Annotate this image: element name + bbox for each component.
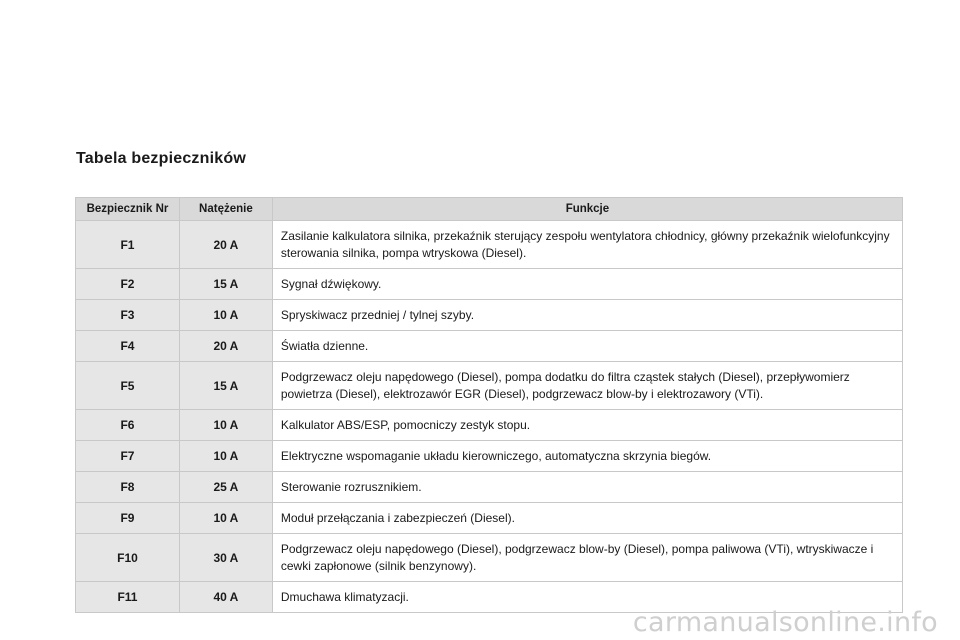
fuse-function: Zasilanie kalkulatora silnika, przekaźnik sterujący zespołu wentylatora chłodnicy, główny przekaźnik wielofunkcyjny sterowania silnika, pompa wtryskowa (Diesel). [272,221,902,269]
fuse-number: F7 [76,441,180,472]
fuse-current: 10 A [179,410,272,441]
table-row [76,410,903,441]
header-functions: Funkcje [272,198,902,221]
fuse-current: 40 A [179,582,272,613]
fuse-function: Sygnał dźwiękowy. [272,269,902,300]
table-row [76,441,903,472]
fuse-function: Kalkulator ABS/ESP, pomocniczy zestyk stopu. [272,410,902,441]
fuse-function: Dmuchawa klimatyzacji. [272,582,902,613]
table-header-row [76,198,903,221]
table-row [76,503,903,534]
table-row [76,300,903,331]
fuse-number: F2 [76,269,180,300]
fuse-current: 25 A [179,472,272,503]
fuse-function: Moduł przełączania i zabezpieczeń (Diesel). [272,503,902,534]
fuse-number: F9 [76,503,180,534]
table-row [76,269,903,300]
table-row [76,331,903,362]
fuse-number: F5 [76,362,180,410]
fuse-number: F4 [76,331,180,362]
fuse-number: F8 [76,472,180,503]
fuse-table [75,197,903,613]
fuse-current: 10 A [179,503,272,534]
fuse-number: F6 [76,410,180,441]
fuse-function: Elektryczne wspomaganie układu kierowniczego, automatyczna skrzynia biegów. [272,441,902,472]
fuse-current: 15 A [179,362,272,410]
fuse-function: Podgrzewacz oleju napędowego (Diesel), podgrzewacz blow-by (Diesel), pompa paliwowa (VTi), wtryskiwacze i cewki zapłonowe (silnik benzynowy). [272,534,902,582]
table-row [76,534,903,582]
fuse-number: F10 [76,534,180,582]
table-row [76,221,903,269]
fuse-current: 20 A [179,221,272,269]
fuse-current: 15 A [179,269,272,300]
fuse-number: F3 [76,300,180,331]
table-row [76,362,903,410]
table-row [76,472,903,503]
fuse-number: F11 [76,582,180,613]
fuse-function: Światła dzienne. [272,331,902,362]
header-current: Natężenie [179,198,272,221]
fuse-function: Sterowanie rozrusznikiem. [272,472,902,503]
fuse-function: Spryskiwacz przedniej / tylnej szyby. [272,300,902,331]
fuse-current: 10 A [179,441,272,472]
header-fuse-number: Bezpiecznik Nr [76,198,180,221]
fuse-function: Podgrzewacz oleju napędowego (Diesel), pompa dodatku do filtra cząstek stałych (Diesel), przepływomierz powietrza (Diesel), elektrozawór EGR (Diesel), podgrzewacz blow-by i elektrozawory (VTi). [272,362,902,410]
fuse-number: F1 [76,221,180,269]
page-title: Tabela bezpieczników [76,150,246,167]
fuse-current: 10 A [179,300,272,331]
watermark: carmanualsonline.info [632,607,938,638]
fuse-current: 20 A [179,331,272,362]
fuse-current: 30 A [179,534,272,582]
